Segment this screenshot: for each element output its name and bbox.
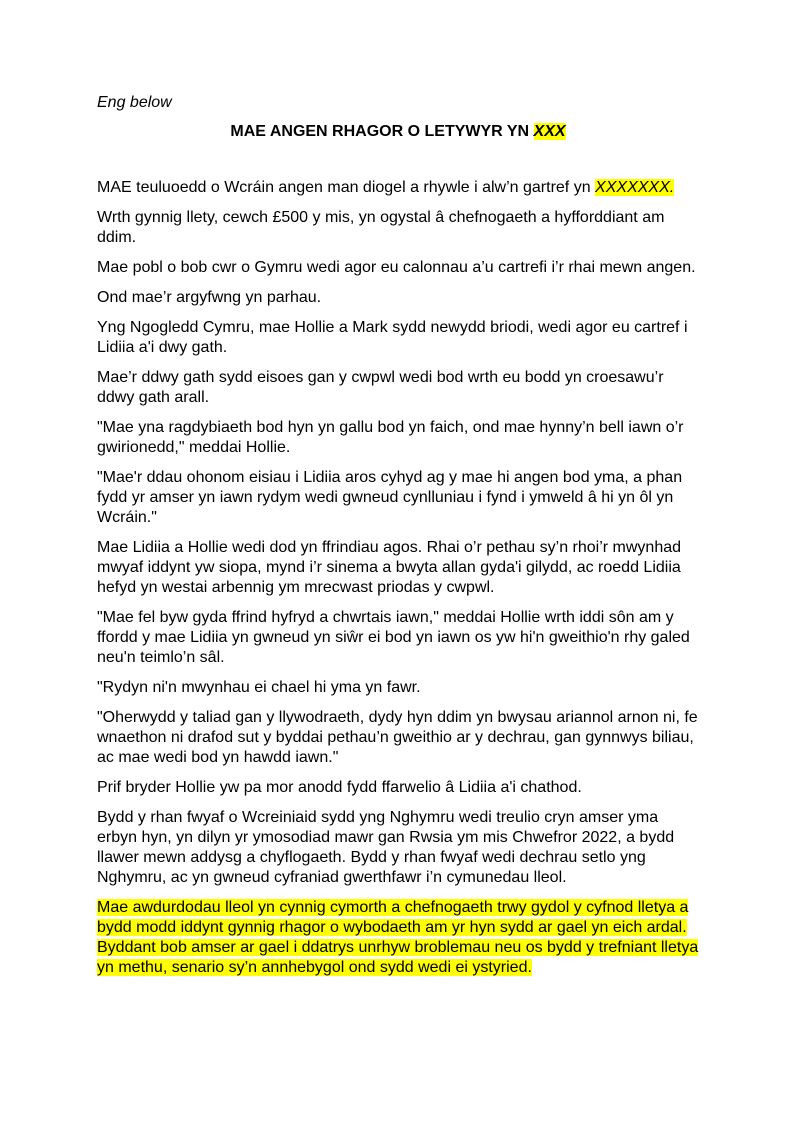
paragraph-6: Mae’r ddwy gath sydd eisoes gan y cwpwl wedi bod wrth eu bodd yn croesawu’r ddwy gath arall. — [97, 369, 664, 406]
title-placeholder-highlight: XXX — [533, 123, 566, 140]
paragraph-4: Ond mae’r argyfwng yn parhau. — [97, 289, 322, 306]
paragraph-8: "Mae'r ddau ohonom eisiau i Lidiia aros cyhyd ag y mae hi angen bod yma, a phan fydd yr amser yn iawn rydym wedi gwneud cynlluniau i fynd i ymweld â hi yn ôl yn Wcráin." — [97, 469, 683, 526]
title-text: MAE ANGEN RHAGOR O LETYWYR YN — [230, 123, 534, 140]
paragraph-10: "Mae fel byw gyda ffrind hyfryd a chwrtais iawn," meddai Hollie wrth iddi sôn am y ffordd y mae Lidiia yn gwneud yn siŵr ei bod yn iawn os yw hi'n gweithio'n rhy galed neu'n teimlo’n sâl. — [97, 609, 690, 666]
document-title — [97, 122, 699, 142]
paragraph-5: Yng Ngogledd Cymru, mae Hollie a Mark sydd newydd briodi, wedi agor eu cartref i Lidiia a'i dwy gath. — [97, 319, 688, 356]
paragraph-7: "Mae yna ragdybiaeth bod hyn yn gallu bod yn faich, ond mae hynny’n bell iawn o’r gwirionedd," meddai Hollie. — [97, 419, 684, 456]
paragraph-2: Wrth gynnig llety, cewch £500 y mis, yn ogystal â chefnogaeth a hyfforddiant am ddim. — [97, 209, 665, 246]
paragraph-13: Prif bryder Hollie yw pa mor anodd fydd ffarwelio â Lidiia a'i chathod. — [97, 779, 582, 796]
paragraph-15-highlighted — [97, 898, 699, 978]
paragraph-14: Bydd y rhan fwyaf o Wcreiniaid sydd yng Nghymru wedi treulio cryn amser yma erbyn hyn, yn dilyn yr ymosodiad mawr gan Rwsia ym mis Chwefror 2022, a bydd llawer mewn addysg a chyflogaeth. Bydd y rhan fwyaf wedi dechrau setlo yng Nghymru, ac yn gwneud cyfraniad gwerthfawr i’n cymunedau lleol. — [97, 809, 675, 886]
eng-below-note: Eng below — [97, 94, 172, 111]
paragraph-11: "Rydyn ni'n mwynhau ei chael hi yma yn fawr. — [97, 679, 421, 696]
location-placeholder-highlight: XXXXXXX. — [595, 179, 675, 196]
paragraph-1: MAE teuluoedd o Wcráin angen man diogel a rhywle i alw’n gartref yn XXXXXXX. — [97, 179, 675, 196]
highlighted-support-paragraph: Mae awdurdodau lleol yn cynnig cymorth a chefnogaeth trwy gydol y cyfnod lletya a bydd modd iddynt gynnig rhagor o wybodaeth am yr hyn sydd ar gael yn eich ardal. Byddant bob amser ar gael i ddatrys unrhyw broblemau neu os bydd y trefniant lletya yn methu, senario sy’n annhebygol ond sydd wedi ei ystyried. — [97, 899, 699, 976]
paragraph-3: Mae pobl o bob cwr o Gymru wedi agor eu calonnau a’u cartrefi i’r rhai mewn angen. — [97, 259, 696, 276]
paragraph-12: "Oherwydd y taliad gan y llywodraeth, dydy hyn ddim yn bwysau ariannol arnon ni, fe wnaethon ni drafod sut y byddai pethau’n gweithio ar y dechrau, gan gynnwys biliau, ac mae wedi bod yn hawdd iawn." — [97, 709, 698, 766]
paragraph-9: Mae Lidiia a Hollie wedi dod yn ffrindiau agos. Rhai o’r pethau sy’n rhoi’r mwynhad mwyaf iddynt yw siopa, mynd i’r sinema a bwyta allan gyda'i gilydd, ac roedd Lidiia hefyd yn westai arbennig ym mrecwast priodas y cwpwl. — [97, 539, 682, 596]
